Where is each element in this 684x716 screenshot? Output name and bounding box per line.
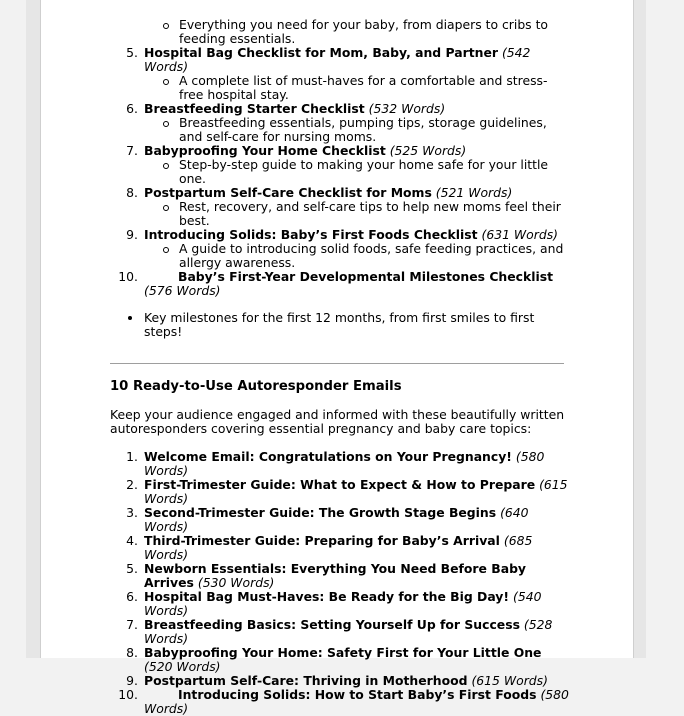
email-title: Second-Trimester Guide: The Growth Stage Begins [144, 505, 497, 520]
checklist-item: 6. Breastfeeding Starter Checklist (532 Words) [126, 101, 446, 116]
word-count: (615 Words) [471, 673, 548, 688]
email-item: 8. Babyproofing Your Home: Safety First for Your Little One (520 Words) [126, 645, 542, 674]
checklist-title: Breastfeeding Starter Checklist [144, 101, 365, 116]
hollow-bullet-icon [163, 79, 169, 85]
checklist-sub-item: A guide to introducing solid foods, safe feeding practices, and allergy awareness. [110, 242, 570, 270]
hollow-bullet-icon [163, 121, 169, 127]
word-count: (520 Words) [144, 659, 221, 674]
section-heading: 10 Ready-to-Use Autoresponder Emails [110, 379, 402, 394]
checklist-sub-item: Step-by-step guide to making your home safe for your little one. [110, 158, 570, 186]
email-item: 9. Postpartum Self-Care: Thriving in Motherhood (615 Words) [126, 673, 548, 688]
email-title: Newborn Essentials: Everything You Need Before Baby Arrives [144, 561, 527, 590]
word-count: (640 Words) [144, 505, 529, 534]
checklist-title: Babyproofing Your Home Checklist [144, 143, 386, 158]
word-count: (528 Words) [144, 617, 553, 646]
word-count: (530 Words) [197, 575, 275, 590]
milestones-bullet: Key milestones for the first 12 months, from first smiles to first steps! [110, 311, 570, 339]
document-content [110, 0, 570, 716]
hollow-bullet-icon [163, 247, 169, 253]
word-count: (580 Words) [144, 687, 569, 716]
word-count: (525 Words) [389, 143, 467, 158]
section-intro: Keep your audience engaged and informed with these beautifully written autoresponders covering essential pregnancy and baby care topics: [110, 407, 565, 436]
word-count: (521 Words) [435, 185, 513, 200]
checklist-item: 7. Babyproofing Your Home Checklist (525 Words) [126, 143, 467, 158]
hollow-bullet-icon [163, 163, 169, 169]
checklist-item: 8. Postpartum Self-Care Checklist for Moms (521 Words) [126, 185, 513, 200]
word-count: (631 Words) [481, 227, 558, 242]
word-count: (576 Words) [144, 283, 221, 298]
checklist-item: 5. Hospital Bag Checklist for Mom, Baby, and Partner (542 Words) [126, 45, 531, 74]
word-count: (580 Words) [144, 449, 545, 478]
checklist-item: 9. Introducing Solids: Baby’s First Foods Checklist (631 Words) [126, 227, 558, 242]
checklist-item: 10. Baby’s First-Year Developmental Milestones Checklist (576 Words) [118, 269, 554, 298]
checklist-sub-item: Everything you need for your baby, from diapers to cribs to feeding essentials. [110, 18, 570, 46]
word-count: (685 Words) [144, 533, 533, 562]
checklist-title: Baby’s First-Year Developmental Milestones Checklist [178, 269, 554, 284]
email-item: 6. Hospital Bag Must-Haves: Be Ready for the Big Day! (540 Words) [126, 589, 542, 618]
bullet-icon [128, 316, 132, 320]
word-count: (542 Words) [144, 45, 531, 74]
email-title: Babyproofing Your Home: Safety First for Your Little One [144, 645, 542, 660]
email-item: 4. Third-Trimester Guide: Preparing for Baby’s Arrival (685 Words) [126, 533, 533, 562]
checklist-title: Introducing Solids: Baby’s First Foods Checklist [144, 227, 478, 242]
section-divider [110, 363, 564, 364]
word-count: (532 Words) [368, 101, 446, 116]
hollow-bullet-icon [163, 205, 169, 211]
email-title: Postpartum Self-Care: Thriving in Motherhood [144, 673, 468, 688]
email-title: Third-Trimester Guide: Preparing for Baby’s Arrival [144, 533, 500, 548]
email-item: 3. Second-Trimester Guide: The Growth Stage Begins (640 Words) [126, 505, 529, 534]
email-title: Welcome Email: Congratulations on Your Pregnancy! [144, 449, 512, 464]
word-count: (615 Words) [144, 477, 568, 506]
checklist-title: Hospital Bag Checklist for Mom, Baby, and Partner [144, 45, 498, 60]
email-title: Introducing Solids: How to Start Baby’s First Foods [178, 687, 537, 702]
checklist-sub-item: A complete list of must-haves for a comfortable and stress-free hospital stay. [110, 74, 570, 102]
checklist-sub-item: Rest, recovery, and self-care tips to help new moms feel their best. [110, 200, 570, 228]
email-title: Breastfeeding Basics: Setting Yourself Up for Success [144, 617, 520, 632]
email-item: 10. Introducing Solids: How to Start Baby’s First Foods (580 Words) [118, 687, 569, 716]
email-item: 7. Breastfeeding Basics: Setting Yourself Up for Success (528 Words) [126, 617, 553, 646]
checklist-sub-item: Breastfeeding essentials, pumping tips, storage guidelines, and self-care for nursing moms. [110, 116, 570, 144]
word-count: (540 Words) [144, 589, 542, 618]
email-item: 1. Welcome Email: Congratulations on Your Pregnancy! (580 Words) [126, 449, 545, 478]
email-item: 5. Newborn Essentials: Everything You Need Before Baby Arrives (530 Words) [126, 561, 527, 590]
hollow-bullet-icon [163, 23, 169, 29]
email-title: Hospital Bag Must-Haves: Be Ready for the Big Day! [144, 589, 510, 604]
email-item: 2. First-Trimester Guide: What to Expect & How to Prepare (615 Words) [126, 477, 568, 506]
email-title: First-Trimester Guide: What to Expect & How to Prepare [144, 477, 536, 492]
checklist-title: Postpartum Self-Care Checklist for Moms [144, 185, 432, 200]
